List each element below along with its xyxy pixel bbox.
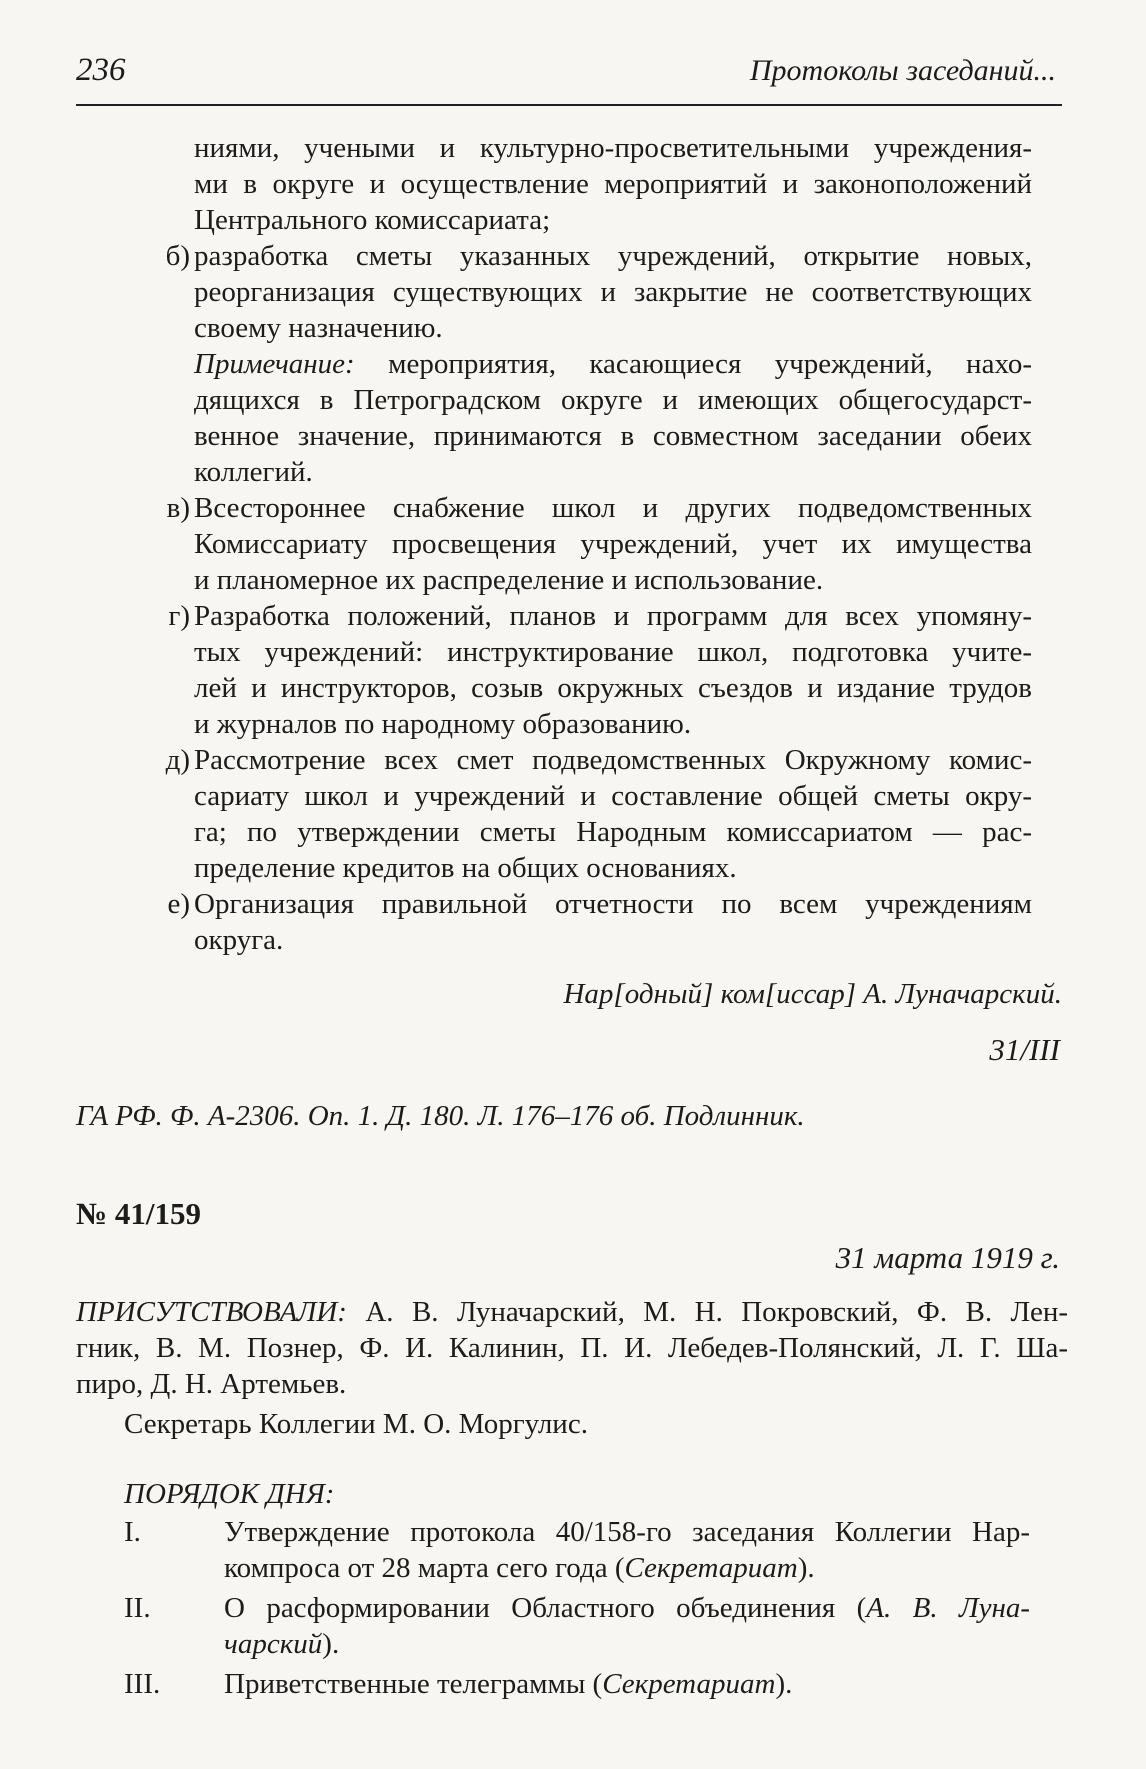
archive-reference: ГА РФ. Ф. А-2306. Оп. 1. Д. 180. Л. 176–176 об. Подлинник. <box>76 1100 805 1132</box>
present-line <box>76 1294 1068 1330</box>
present-names: А. В. Луначарский, М. Н. Покровский, Ф. В. Лен- <box>346 1296 1068 1328</box>
text-line: реорганизация существующих и закрытие не соответствующих <box>194 276 1032 308</box>
agenda-line <box>224 1626 1030 1662</box>
agenda-speaker: чарский <box>224 1628 323 1660</box>
agenda-text: Приветственные телеграммы ( <box>224 1668 603 1700</box>
text-line: лей и инструкторов, созыв окружных съездов и издание трудов <box>194 672 1032 704</box>
agenda-numeral: I. <box>124 1516 141 1548</box>
text-line: округа. <box>194 924 284 956</box>
agenda-text-end: ). <box>775 1668 793 1700</box>
text-line: Всестороннее снабжение школ и других подведомственных <box>194 492 1032 524</box>
date-mark: 31/III <box>989 1032 1060 1067</box>
agenda-text: О расформировании Областного объединения ( <box>224 1592 867 1624</box>
text-line: разработка сметы указанных учреждений, открытие новых, <box>194 240 1032 272</box>
text-line: коллегий. <box>194 456 313 488</box>
agenda-line <box>224 1550 1030 1586</box>
text-line: Организация правильной отчетности по всем учреждениям <box>194 888 1032 920</box>
text-line: и планомерное их распределение и использование. <box>194 564 824 596</box>
list-marker: в) <box>166 492 190 524</box>
list-marker: б) <box>165 240 190 272</box>
secretary-line: Секретарь Коллегии М. О. Моргулис. <box>124 1408 588 1440</box>
present-label: ПРИСУТСТВОВАЛИ: <box>76 1296 347 1328</box>
text-line: ми в округе и осуществление мероприятий и законоположений <box>194 168 1032 200</box>
text-line: сариату школ и учреждений и составление общей сметы окру- <box>194 780 1032 812</box>
list-marker: е) <box>167 888 190 920</box>
header-rule <box>76 104 1062 106</box>
signature: Нар[одный] ком[иссар] А. Луначарский. <box>563 978 1062 1010</box>
text-line: гник, В. М. Познер, Ф. И. Калинин, П. И. Лебедев-Полянский, Л. Г. Ша- <box>76 1332 1068 1364</box>
agenda-numeral: III. <box>124 1668 161 1700</box>
text-line: пиро, Д. Н. Артемьев. <box>76 1368 347 1400</box>
agenda-label: ПОРЯДОК ДНЯ: <box>124 1478 335 1510</box>
text-line: своему назначению. <box>194 312 443 344</box>
note-label: Примечание: <box>194 348 355 380</box>
text-line: пределение кредитов на общих основаниях. <box>194 852 737 884</box>
agenda-numeral: II. <box>124 1592 151 1624</box>
running-title: Протоколы заседаний... <box>749 54 1056 87</box>
text-line: ниями, учеными и культурно-просветительными учреждения- <box>194 132 1032 164</box>
agenda-speaker: Секретариат <box>624 1552 798 1584</box>
text-line: Центрального комиссариата; <box>194 204 551 236</box>
page-number: 236 <box>76 52 126 88</box>
text-line: дящихся в Петроградском округе и имеющих общегосударст- <box>194 384 1032 416</box>
list-marker: д) <box>165 744 190 776</box>
text-line: Комиссариату просвещения учреждений, учет их имущества <box>194 528 1032 560</box>
list-marker: г) <box>168 600 190 632</box>
agenda-line <box>224 1666 1030 1702</box>
protocol-number: № 41/159 <box>76 1196 202 1231</box>
protocol-date: 31 марта 1919 г. <box>835 1240 1060 1275</box>
agenda-text: компроса от 28 марта сего года ( <box>224 1552 625 1584</box>
note-line <box>194 346 1032 382</box>
note-text: мероприятия, касающиеся учреждений, нахо- <box>354 348 1032 380</box>
agenda-text-end: ). <box>797 1552 815 1584</box>
agenda-line <box>224 1590 1030 1626</box>
text-line: Разработка положений, планов и программ для всех упомяну- <box>194 600 1032 632</box>
text-line: Утверждение протокола 40/158-го заседания Коллегии Нар- <box>224 1516 1030 1548</box>
text-line: Рассмотрение всех смет подведомственных Окружному комис- <box>194 744 1032 776</box>
agenda-speaker: Секретариат <box>602 1668 776 1700</box>
agenda-text-end: ). <box>322 1628 340 1660</box>
text-line: венное значение, принимаются в совместном заседании обеих <box>194 420 1032 452</box>
text-line: тых учреждений: инструктирование школ, подготовка учите- <box>194 636 1032 668</box>
text-line: и журналов по народному образованию. <box>194 708 692 740</box>
text-line: га; по утверждении сметы Народным комиссариатом — рас- <box>194 816 1032 848</box>
agenda-speaker: А. В. Луна- <box>866 1592 1031 1624</box>
